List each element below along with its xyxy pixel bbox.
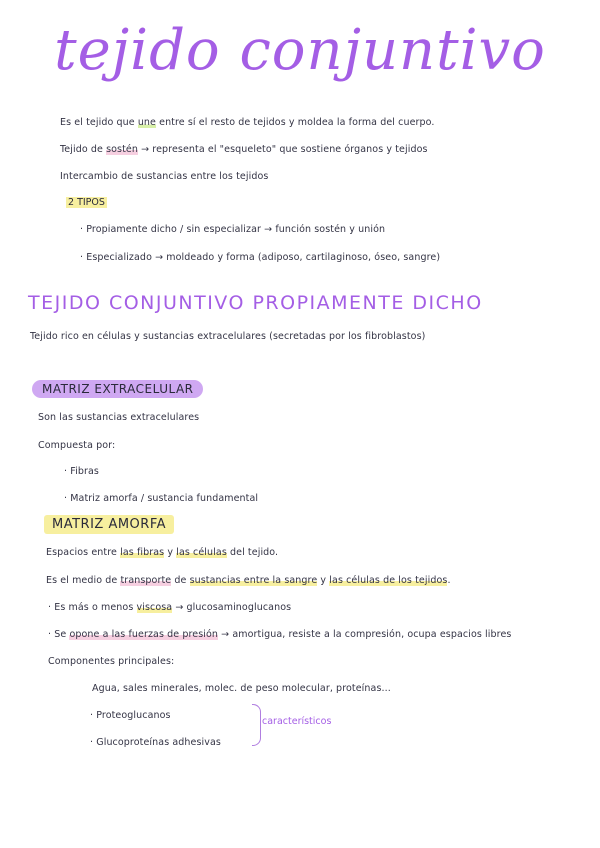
text-fragment: Es el tejido que [60,117,138,128]
highlight-viscosa: viscosa [136,602,173,613]
intro-line-3: Intercambio de sustancias entre los tejidos [60,171,269,182]
ma-line-2 [46,575,451,586]
text-fragment: Es el medio de [46,575,121,586]
ma-component-3: · Glucoproteínas adhesivas [90,737,221,748]
text-fragment: y [164,547,177,558]
page-title: tejido conjuntivo [54,18,546,83]
me-item-2: · Matriz amorfa / sustancia fundamental [64,493,259,504]
highlight-celulas: las células [176,547,227,558]
text-fragment: y [317,575,330,586]
ma-line-4 [48,629,511,640]
ma-line-5: Componentes principales: [48,656,175,667]
ma-component-2: · Proteoglucanos [90,710,171,721]
tipo-2: · Especializado → moldeado y forma (adiposo, cartilaginoso, óseo, sangre) [80,252,441,263]
matriz-extracelular-label: MATRIZ EXTRACELULAR [32,380,203,398]
ma-line-3 [48,602,291,613]
tipo-1: · Propiamente dicho / sin especializar → función sostén y unión [80,224,386,235]
intro-line-1 [60,117,435,128]
intro-line-2 [60,144,428,155]
text-fragment: de [171,575,190,586]
tipos-highlight: 2 TIPOS [68,197,105,208]
matriz-amorfa-label: MATRIZ AMORFA [44,515,174,534]
text-fragment: → representa el "esqueleto" que sostiene órganos y tejidos [137,144,428,155]
ma-component-1: Agua, sales minerales, molec. de peso molecular, proteínas... [92,683,391,694]
tipos-label [66,197,107,208]
ma-line-1 [46,547,278,558]
text-fragment: . [447,575,451,586]
highlight-transporte: transporte [120,575,172,586]
text-fragment: entre sí el resto de tejidos y moldea la forma del cuerpo. [156,117,435,128]
section-description: Tejido rico en células y sustancias extracelulares (secretadas por los fibroblastos) [30,331,426,342]
caracteristicos-note: característicos [262,716,332,727]
section-title: TEJIDO CONJUNTIVO PROPIAMENTE DICHO [28,292,483,314]
brace-mark [252,704,261,746]
highlight-sosten: sostén [106,144,138,155]
text-fragment: del tejido. [226,547,279,558]
text-fragment: → amortigua, resiste a la compresión, ocupa espacios libres [218,629,512,640]
text-fragment: · Es más o menos [48,602,137,613]
text-fragment: · Se [48,629,70,640]
highlight-une: une [137,117,156,128]
text-fragment: Espacios entre [46,547,121,558]
highlight-presion: opone a las fuerzas de presión [69,629,219,640]
highlight-sangre: sustancias entre la sangre [189,575,318,586]
text-fragment: Tejido de [60,144,107,155]
me-line-1: Son las sustancias extracelulares [38,412,200,423]
highlight-fibras: las fibras [120,547,165,558]
highlight-celulas-tejidos: las células de los tejidos [329,575,448,586]
text-fragment: → glucosaminoglucanos [172,602,292,613]
me-item-1: · Fibras [64,466,99,477]
me-line-2: Compuesta por: [38,440,116,451]
